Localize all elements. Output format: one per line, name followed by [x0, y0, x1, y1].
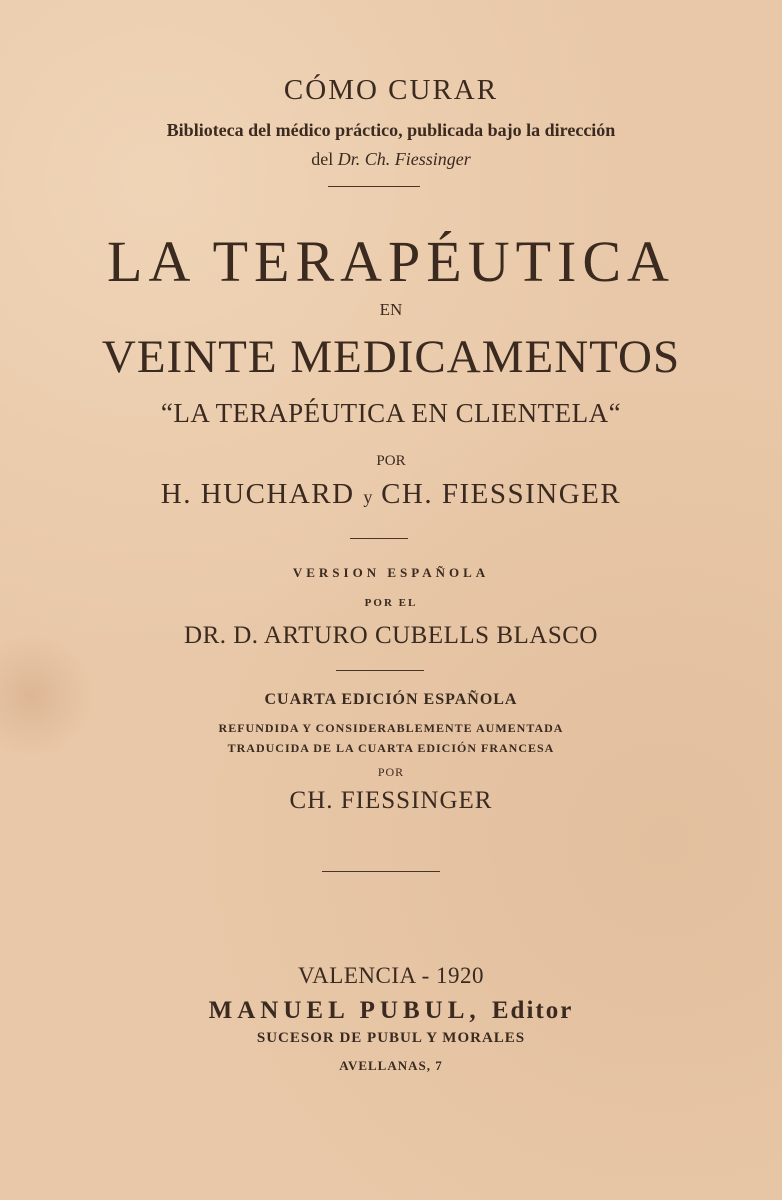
divider-rule: [350, 538, 408, 539]
edition-note: TRADUCIDA DE LA CUARTA EDICIÓN FRANCESA: [227, 741, 555, 755]
publisher-role: Editor: [491, 997, 574, 1024]
series-director-name: Dr. Ch. Fiessinger: [337, 149, 471, 169]
main-title-line-1: LA TERAPÉUTICA: [107, 229, 675, 294]
publisher-name: MANUEL PUBUL,: [208, 997, 481, 1024]
main-title-connector: EN: [379, 300, 403, 319]
by-label: POR: [377, 765, 405, 779]
subtitle: “LA TERAPÉUTICA EN CLIENTELA“: [160, 398, 622, 428]
author-fiessinger: CH. FIESSINGER: [381, 478, 622, 510]
edition-note: REFUNDIDA Y CONSIDERABLEMENTE AUMENTADA: [218, 721, 564, 735]
divider-rule: [322, 871, 440, 872]
divider-rule: [336, 670, 424, 671]
divider-rule: [328, 186, 420, 187]
edition-author: CH. FIESSINGER: [289, 787, 493, 814]
series-title: CÓMO CURAR: [283, 74, 499, 106]
imprint-place-year: VALENCIA - 1920: [298, 963, 484, 988]
series-director-prefix: del: [311, 149, 334, 169]
series-description: Biblioteca del médico práctico, publicada bajo la dirección: [166, 120, 616, 140]
translator-name: DR. D. ARTURO CUBELLS BLASCO: [184, 622, 598, 649]
by-label: POR: [376, 453, 406, 469]
author-conjunction: y: [363, 487, 373, 507]
publisher-successor: SUCESOR DE PUBUL Y MORALES: [256, 1030, 526, 1046]
author-huchard: H. HUCHARD: [160, 478, 355, 510]
main-title-line-2: VEINTE MEDICAMENTOS: [101, 331, 681, 383]
authors: [0, 478, 782, 511]
edition-title: CUARTA EDICIÓN ESPAÑOLA: [264, 691, 518, 708]
series-director: [0, 149, 782, 170]
version-label: VERSION ESPAÑOLA: [292, 565, 490, 580]
publisher: [0, 997, 782, 1025]
translated-by-label: POR EL: [364, 597, 418, 609]
publisher-address: AVELLANAS, 7: [339, 1058, 443, 1073]
